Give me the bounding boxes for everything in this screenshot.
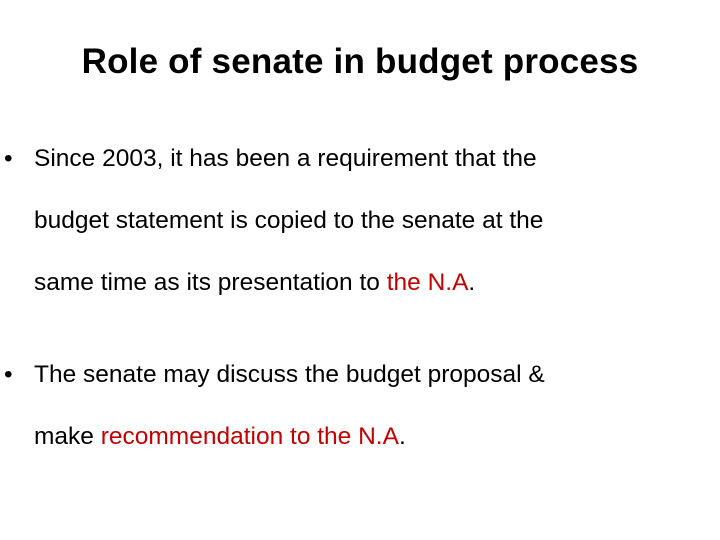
highlight-text: recommendation to the N.A: [100, 423, 399, 450]
bullet-marker: •: [4, 361, 13, 388]
bullet-text-plain: make: [34, 423, 101, 450]
bullet-text-line: Since 2003, it has been a requirement that the: [34, 145, 537, 172]
bullet-list: [4, 128, 694, 468]
bullet-text-line: budget statement is copied to the senate at the: [34, 207, 544, 234]
bullet-item-senate-discuss: [4, 344, 694, 468]
slide-title: Role of senate in budget process: [81, 42, 639, 81]
bullet-text-tail: .: [398, 423, 406, 450]
bullet-text-line: [34, 406, 694, 468]
bullet-text-line: [34, 252, 694, 314]
bullet-text-plain: same time as its presentation to: [34, 269, 387, 296]
bullet-marker: •: [4, 145, 13, 172]
bullet-item-senate-copy: [4, 128, 694, 314]
bullet-text-line: The senate may discuss the budget proposal &: [34, 361, 545, 388]
highlight-text: the N.A: [386, 269, 469, 296]
bullet-text-tail: .: [468, 269, 476, 296]
